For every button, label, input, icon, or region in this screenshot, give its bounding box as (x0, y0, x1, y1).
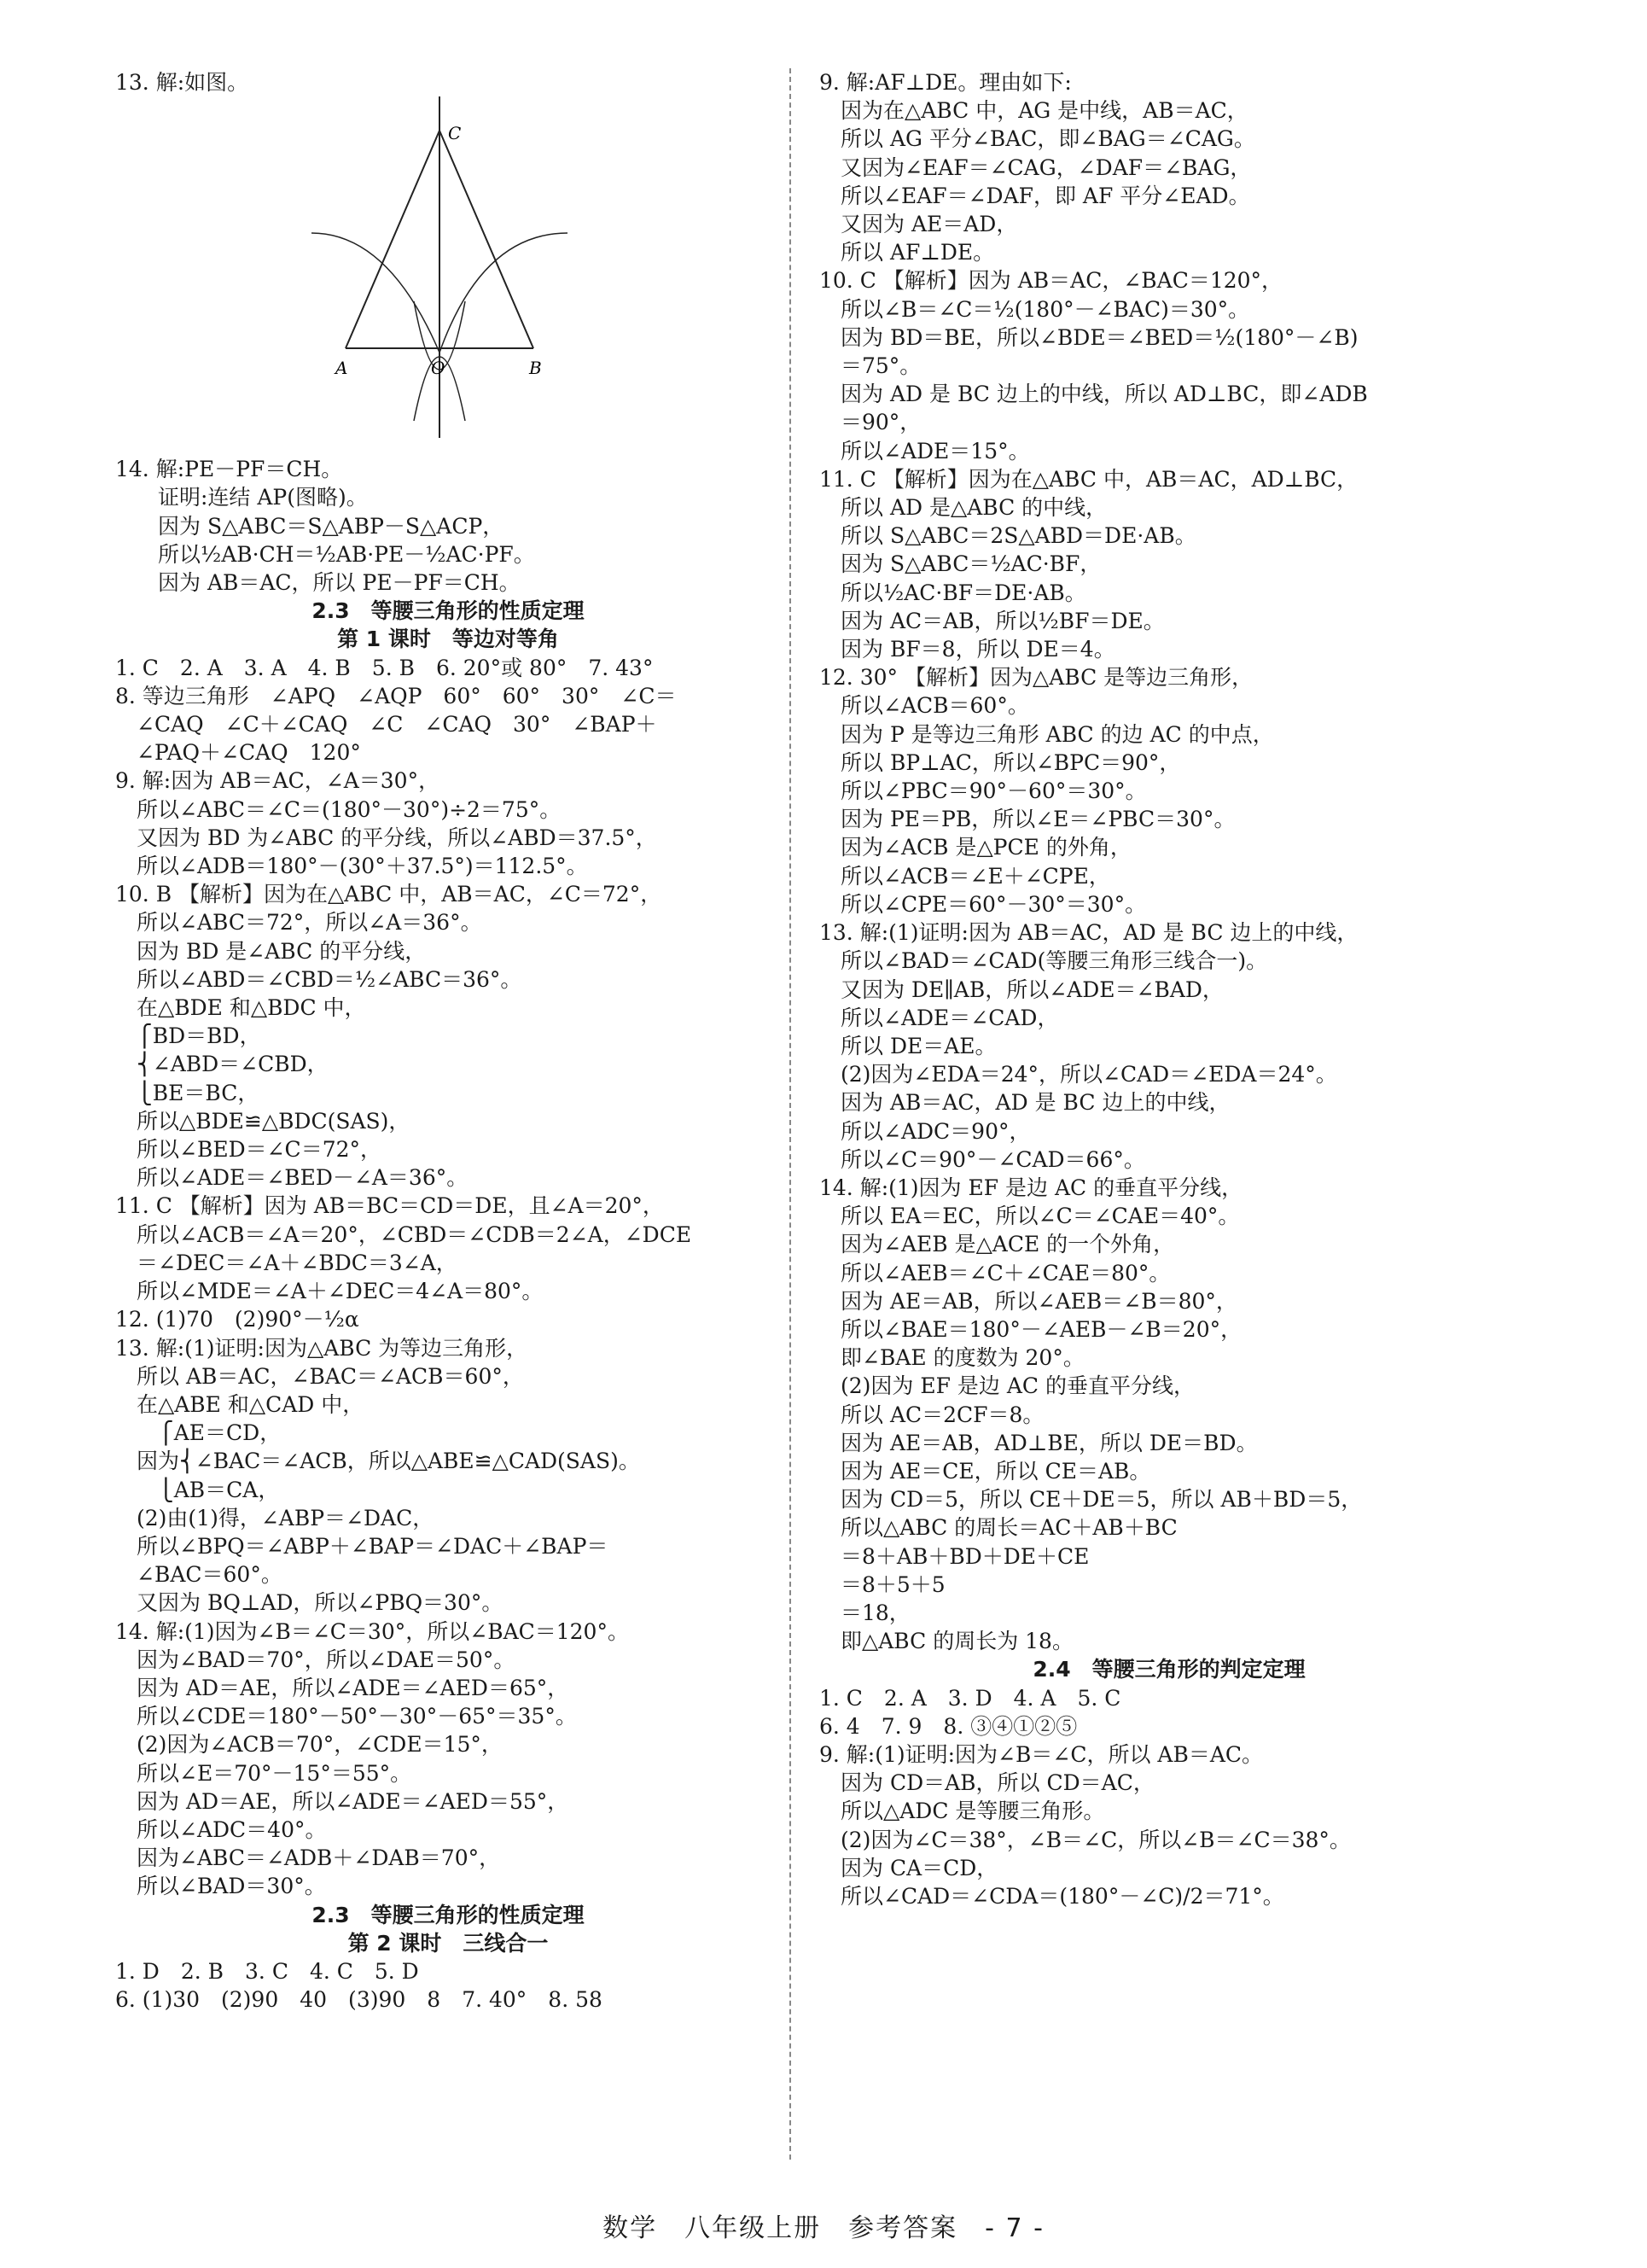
answer-line: 在△BDE 和△BDC 中， (115, 995, 366, 1021)
answer-line: 因为 CD＝AB，所以 CD＝AC， (819, 1770, 1155, 1796)
answer-line: 因为∠BAD＝70°，所以∠DAE＝50°。 (115, 1647, 515, 1672)
answer-line: ＝8＋5＋5 (819, 1571, 946, 1597)
answer-line: 10. B 【解析】因为在△ABC 中，AB＝AC，∠C＝72°， (115, 882, 662, 907)
answer-line: 9. 解:(1)证明:因为∠B＝∠C，所以 AB＝AC。 (819, 1741, 1264, 1767)
answer-line: 所以 DE＝AE。 (819, 1033, 997, 1058)
label-o: O (431, 358, 445, 379)
left-column (115, 68, 781, 2014)
answer-line: ⎨∠ABD＝∠CBD， (115, 1052, 329, 1077)
answer-line: 因为 S△ABC＝½AC·BF， (819, 551, 1102, 577)
answer-line: 所以∠AEB＝∠C＋∠CAE＝80°。 (819, 1260, 1171, 1286)
answer-line: 又因为∠EAF＝∠CAG，∠DAF＝∠BAG， (819, 155, 1252, 180)
answer-line: 所以∠BPQ＝∠ABP＋∠BAP＝∠DAC＋∠BAP＝ (115, 1533, 608, 1559)
answer-line: 所以∠BAE＝180°－∠AEB－∠B＝20°， (819, 1316, 1243, 1342)
answer-line: 因为 AC＝AB，所以½BF＝DE。 (819, 608, 1165, 633)
answer-line: 所以 EA＝EC，所以∠C＝∠CAE＝40°。 (819, 1204, 1240, 1229)
answer-line: 所以 AB＝AC，∠BAC＝∠ACB＝60°， (115, 1363, 524, 1389)
answer-line: 所以∠BAD＝∠CAD(等腰三角形三线合一)。 (819, 948, 1268, 974)
answer-line: 12. (1)70 (2)90°－½α (115, 1307, 359, 1332)
answer-line: 所以∠BED＝∠C＝72°， (115, 1137, 382, 1163)
answer-line: 因为 S△ABC＝S△ABP－S△ACP， (115, 513, 504, 539)
answer-line: 所以 BP⊥AC，所以∠BPC＝90°， (819, 749, 1181, 775)
answer-line: 所以∠ADB＝180°－(30°＋37.5°)＝112.5°。 (115, 854, 588, 879)
answer-line: 因为 AE＝AB，所以∠AEB＝∠B＝80°， (819, 1288, 1237, 1314)
answer-line: 11. C 【解析】因为在△ABC 中，AB＝AC，AD⊥BC， (819, 466, 1359, 492)
answer-line: 在△ABE 和△CAD 中， (115, 1391, 364, 1417)
column-divider (789, 68, 791, 2160)
answer-line: ∠CAQ ∠C＋∠CAQ ∠C ∠CAQ 30° ∠BAP＋ (115, 712, 657, 738)
answer-line: 所以∠MDE＝∠A＋∠DEC＝4∠A＝80°。 (115, 1279, 544, 1304)
answer-line: 所以∠ABD＝∠CBD＝½∠ABC＝36°。 (115, 966, 522, 992)
answer-line: 13. 解:(1)证明:因为△ABC 为等边三角形， (115, 1335, 528, 1361)
label-b: B (529, 358, 542, 379)
answer-line: 所以∠C＝90°－∠CAD＝66°。 (819, 1146, 1145, 1172)
answer-line: 所以½AC·BF＝DE·AB。 (819, 580, 1086, 605)
answer-line: 因为 P 是等边三角形 ABC 的边 AC 的中点， (819, 721, 1274, 747)
right-column (819, 68, 1519, 1910)
section-heading: 第 2 课时 三线合一 (347, 1930, 549, 1956)
section-heading: 第 1 课时 等边对等角 (337, 627, 559, 652)
answer-line: (2)因为 EF 是边 AC 的垂直平分线， (819, 1373, 1195, 1399)
answer-line: 1. D 2. B 3. C 4. C 5. D (115, 1958, 419, 1984)
answer-line: 6. 4 7. 9 8. ③④①②⑤ (819, 1713, 1078, 1739)
answer-line: 所以 AD 是△ABC 的中线， (819, 495, 1108, 521)
answer-line: 12. 30° 【解析】因为△ABC 是等边三角形， (819, 665, 1254, 691)
answer-line: 所以∠BAD＝30°。 (115, 1874, 326, 1899)
answer-line: 因为 BD＝BE，所以∠BDE＝∠BED＝½(180°－∠B) (819, 324, 1359, 350)
answer-line: 6. (1)30 (2)90 40 (3)90 8 7. 40° 8. 58 (115, 1987, 602, 2013)
answer-line: 因为 AD＝AE，所以∠ADE＝∠AED＝65°， (115, 1675, 569, 1700)
answer-line: 因为⎨∠BAC＝∠ACB，所以△ABE≌△CAD(SAS)。 (115, 1449, 640, 1474)
answer-line: 所以∠E＝70°－15°＝55°。 (115, 1760, 412, 1786)
answer-line: 因为 AB＝AC，AD 是 BC 边上的中线， (819, 1090, 1231, 1116)
answer-line: 所以∠CDE＝180°－50°－30°－65°＝35°。 (115, 1704, 577, 1729)
answer-line: ＝75°。 (819, 353, 922, 379)
answer-line: 所以½AB·CH＝½AB·PE－½AC·PF。 (115, 541, 535, 567)
answer-line: 因为在△ABC 中，AG 是中线，AB＝AC， (819, 98, 1248, 124)
answer-line: 所以∠PBC＝90°－60°＝30°。 (819, 778, 1147, 804)
answer-line: 所以△BDE≌△BDC(SAS)， (115, 1108, 410, 1134)
answer-line: (2)因为∠C＝38°，∠B＝∠C，所以∠B＝∠C＝38°。 (819, 1827, 1351, 1852)
construction-figure (311, 96, 567, 446)
answer-line: 因为∠AEB 是△ACE 的一个外角， (819, 1232, 1175, 1257)
answer-line: 所以∠ACB＝60°。 (819, 693, 1029, 719)
answer-line: 所以∠ADE＝15°。 (819, 438, 1030, 464)
label-c: C (448, 123, 462, 144)
answer-line: 因为 BD 是∠ABC 的平分线， (115, 938, 427, 964)
answer-line: 因为 AE＝CE，所以 CE＝AB。 (819, 1458, 1151, 1484)
section-heading: 2.3 等腰三角形的性质定理 (311, 598, 585, 624)
answer-line: 又因为 DE∥AB，所以∠ADE＝∠BAD， (819, 977, 1224, 1002)
page-footer: 数学 八年级上册 参考答案 - 7 - (602, 2213, 1045, 2243)
answer-line: 所以∠CAD＝∠CDA＝(180°－∠C)/2＝71°。 (819, 1884, 1284, 1909)
answer-line: 所以∠ADC＝40°。 (115, 1816, 327, 1842)
answer-line: 所以 S△ABC＝2S△ABD＝DE·AB。 (819, 523, 1196, 549)
answer-line: ＝∠DEC＝∠A＋∠BDC＝3∠A， (115, 1250, 457, 1275)
answer-line: 所以△ABC 的周长＝AC＋AB＋BC (819, 1515, 1178, 1541)
answer-line: 1. C 2. A 3. A 4. B 5. B 6. 20°或 80° 7. 43° (115, 655, 654, 680)
answer-line: 因为 CD＝5，所以 CE＋DE＝5，所以 AB＋BD＝5， (819, 1487, 1363, 1513)
answer-line: 即△ABC 的周长为 18。 (819, 1629, 1074, 1654)
answer-line: 1. C 2. A 3. D 4. A 5. C (819, 1685, 1121, 1711)
answer-line: 所以∠ADE＝∠BED－∠A＝36°。 (115, 1165, 468, 1191)
answer-line: 因为 AE＝AB，AD⊥BE，所以 DE＝BD。 (819, 1430, 1258, 1455)
answer-line: 又因为 BD 为∠ABC 的平分线，所以∠ABD＝37.5°， (115, 825, 657, 850)
answer-line: 13. 解:(1)证明:因为 AB＝AC，AD 是 BC 边上的中线， (819, 920, 1359, 946)
answer-line: 14. 解:PE－PF＝CH。 (115, 457, 343, 482)
section-heading: 2.4 等腰三角形的判定定理 (1033, 1657, 1306, 1682)
answer-line: ∠BAC＝60°。 (115, 1562, 282, 1588)
answer-line: 13. 解:如图。 (115, 70, 249, 95)
answer-line: ⎩BE＝BC， (115, 1080, 259, 1105)
section-heading: 2.3 等腰三角形的性质定理 (311, 1902, 585, 1927)
answer-line: (2)由(1)得，∠ABP＝∠DAC， (115, 1505, 434, 1530)
answer-line: 所以 AF⊥DE。 (819, 240, 995, 265)
answer-line: 8. 等边三角形 ∠APQ ∠AQP 60° 60° 30° ∠C＝ (115, 683, 677, 708)
answer-line: (2)因为∠EDA＝24°，所以∠CAD＝∠EDA＝24°。 (819, 1062, 1337, 1087)
answer-line: 因为 AD＝AE，所以∠ADE＝∠AED＝55°， (115, 1788, 569, 1814)
answer-line: 所以∠ADE＝∠CAD， (819, 1005, 1059, 1030)
answer-line: ⎧AE＝CD， (115, 1420, 282, 1446)
answer-line: 又因为 AE＝AD， (819, 212, 1018, 237)
answer-line: 9. 解:因为 AB＝AC，∠A＝30°， (115, 768, 440, 794)
answer-line: 因为∠ABC＝∠ADB＋∠DAB＝70°， (115, 1845, 501, 1871)
answer-line: ⎩AB＝CA， (115, 1477, 280, 1502)
answer-line: 所以∠ABC＝∠C＝(180°－30°)÷2＝75°。 (115, 796, 562, 822)
answer-line: 所以∠ACB＝∠E＋∠CPE， (819, 863, 1110, 889)
answer-line: ∠PAQ＋∠CAQ 120° (115, 740, 361, 766)
answer-line: ⎧BD＝BD， (115, 1023, 261, 1049)
answer-line: ＝18， (819, 1600, 911, 1625)
answer-line: 所以∠ADC＝90°， (819, 1118, 1031, 1144)
answer-line: 因为 BF＝8，所以 DE＝4。 (819, 637, 1115, 662)
answer-line: 所以∠EAF＝∠DAF，即 AF 平分∠EAD。 (819, 183, 1250, 208)
answer-line: 14. 解:(1)因为 EF 是边 AC 的垂直平分线， (819, 1175, 1243, 1200)
figure-container (115, 96, 781, 455)
answer-line: 所以∠ABC＝72°，所以∠A＝36°。 (115, 910, 482, 936)
answer-line: (2)因为∠ACB＝70°，∠CDE＝15°， (115, 1732, 503, 1758)
answer-line: 14. 解:(1)因为∠B＝∠C＝30°，所以∠BAC＝120°。 (115, 1618, 629, 1644)
answer-line: 即∠BAE 的度数为 20°。 (819, 1345, 1085, 1371)
answer-line: 10. C 【解析】因为 AB＝AC，∠BAC＝120°， (819, 268, 1283, 294)
answer-line: 所以∠ACB＝∠A＝20°，∠CBD＝∠CDB＝2∠A，∠DCE (115, 1221, 692, 1247)
answer-line: 11. C 【解析】因为 AB＝BC＝CD＝DE，且∠A＝20°， (115, 1193, 664, 1219)
answer-line: ＝90°， (819, 410, 922, 435)
answer-line: 9. 解:AF⊥DE。理由如下: (819, 70, 1072, 95)
answer-line: 因为 CA＝CD， (819, 1855, 998, 1880)
answer-line: 因为∠ACB 是△PCE 的外角， (819, 835, 1132, 860)
answer-line: 所以 AC＝2CF＝8。 (819, 1402, 1045, 1427)
answer-line: 所以 AG 平分∠BAC，即∠BAG＝∠CAG。 (819, 126, 1255, 152)
label-a: A (335, 358, 348, 379)
answer-line: 因为 AB＝AC，所以 PE－PF＝CH。 (115, 570, 521, 596)
answer-line: 因为 PE＝PB，所以∠E＝∠PBC＝30°。 (819, 807, 1236, 832)
answer-line: 证明:连结 AP(图略)。 (115, 485, 368, 510)
answer-line: ＝8＋AB＋BD＋DE＋CE (819, 1543, 1090, 1569)
answer-line: 因为 AD 是 BC 边上的中线，所以 AD⊥BC，即∠ADB (819, 382, 1368, 407)
answer-line: 所以∠B＝∠C＝½(180°－∠BAC)＝30°。 (819, 296, 1250, 322)
answer-line: 又因为 BQ⊥AD，所以∠PBQ＝30°。 (115, 1590, 503, 1616)
answer-line: 所以∠CPE＝60°－30°＝30°。 (819, 891, 1147, 917)
answer-line: 所以△ADC 是等腰三角形。 (819, 1799, 1105, 1824)
